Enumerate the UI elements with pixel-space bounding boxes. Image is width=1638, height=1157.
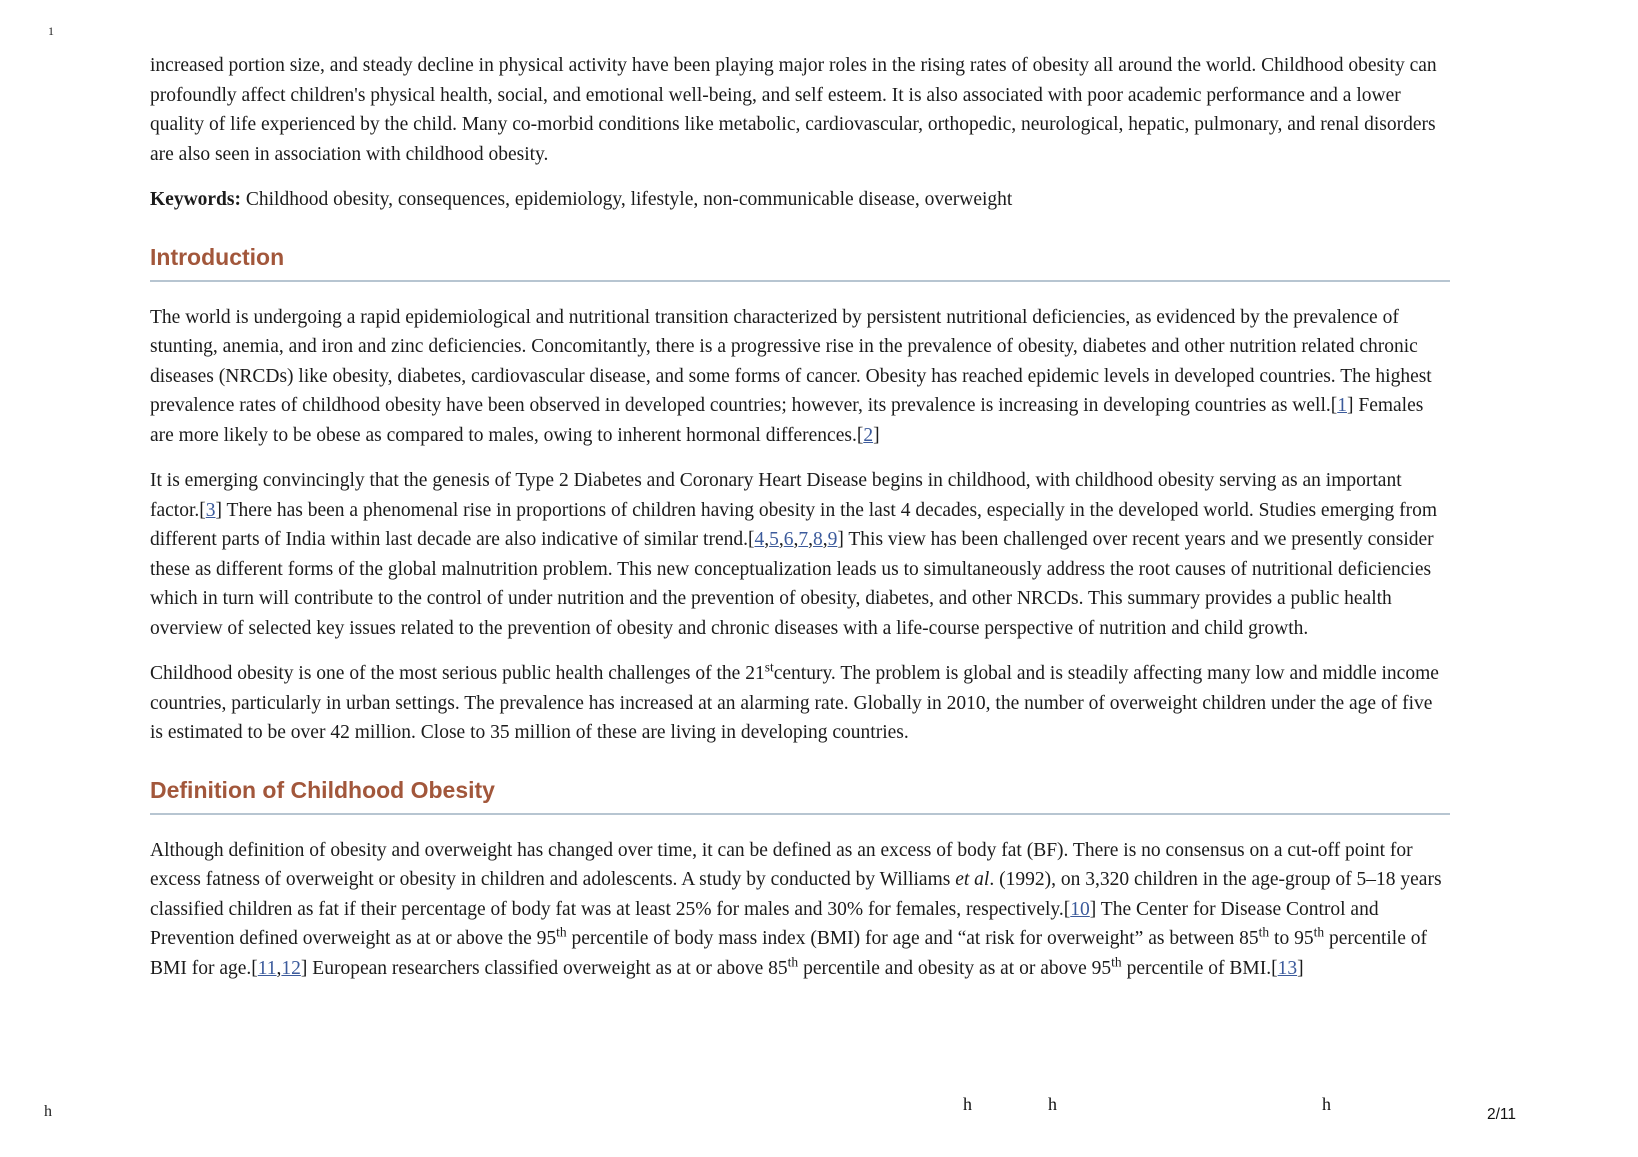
introduction-paragraph-1: [150, 303, 1450, 451]
text-run: percentile of body mass index (BMI) for age and “at risk for overweight” as between 85: [566, 928, 1259, 949]
introduction-paragraph-2: [150, 466, 1450, 643]
page-bottom-left-mark: h: [44, 1103, 52, 1120]
text-run: ]: [873, 424, 880, 446]
text-run: to 95: [1269, 928, 1314, 949]
definition-paragraph: [150, 836, 1450, 984]
introduction-heading: Introduction: [150, 244, 1450, 282]
citation-link[interactable]: 5: [769, 529, 779, 550]
citation-link[interactable]: 1: [1337, 395, 1347, 416]
text-run: The world is undergoing a rapid epidemiological and nutritional transition characterized by persistent nutritional deficiencies, as evidenced by the prevalence of stunting, anemia, and iron and zinc deficiencies. Concomitantly, there is a progressive rise in the prevalence of obesity, diabetes and other nutrition related chronic diseases (NRCDs) like obesity, diabetes, cardiovascular disease, and some forms of cancer. Obesity has reached epidemic levels in developed countries. The highest prevalence rates of childhood obesity have been observed in developed countries; however, its prevalence is increasing in developing countries as well.[: [150, 306, 1432, 416]
bold-label: Keywords:: [150, 189, 246, 210]
citation-link[interactable]: 7: [798, 529, 809, 550]
text-run: century. The problem is global and is steadily affecting many low and middle income countries, particularly in urban settings. The prevalence has increased at an alarming rate. Globally in 2010, the number of overweight children under the age of five is estimated to be over 42 million. Close to 35 million of these are living in developing countries.: [150, 663, 1439, 743]
superscript-text: th: [1313, 924, 1325, 940]
superscript-text: th: [787, 954, 799, 969]
text-run: ,: [808, 529, 813, 550]
page-number-indicator: 2/11: [1487, 1106, 1517, 1123]
text-run: ,: [822, 529, 828, 550]
citation-link[interactable]: 9: [827, 529, 838, 550]
text-run: Childhood obesity is one of the most serious public health challenges of the 21: [150, 663, 765, 684]
citation-link[interactable]: 3: [205, 499, 216, 521]
citation-link[interactable]: 2: [863, 424, 874, 446]
text-run: Childhood obesity, consequences, epidemiology, lifestyle, non-communicable disease, overweight: [245, 189, 1013, 210]
citation-link[interactable]: 8: [812, 529, 823, 550]
article-body: [150, 51, 1450, 999]
text-run: . (1992), on 3,320 children in the age-group of 5–18 years classified children as fat if their percentage of body fat was at least 25% for males and 30% for females, respectively.[: [150, 869, 1442, 920]
stray-mark-1: h: [963, 1094, 972, 1114]
superscript-text: th: [556, 924, 567, 940]
page-top-left-mark: 1: [48, 24, 54, 38]
text-run: ,: [793, 529, 799, 550]
citation-link[interactable]: 4: [754, 529, 765, 550]
italic-text: et al: [955, 869, 990, 890]
text-run: ] The Center for Disease Control and Prevention defined overweight as at or above the 95: [150, 898, 1379, 949]
citation-link[interactable]: 12: [281, 957, 301, 979]
stray-mark-3: h: [1322, 1094, 1331, 1114]
citation-link[interactable]: 11: [257, 957, 277, 979]
text-run: ] Females are more likely to be obese as compared to males, owing to inherent hormonal differences.[: [150, 395, 1424, 446]
text-run: ,: [764, 529, 770, 550]
text-run: increased portion size, and steady decline in physical activity have been playing major roles in the rising rates of obesity all around the world. Childhood obesity can profoundly affect children's physical health, social, and emotional well-being, and self esteem. It is also associated with poor academic performance and a lower quality of life experienced by the child. Many co-morbid conditions like metabolic, cardiovascular, orthopedic, neurological, hepatic, pulmonary, and renal disorders are also seen in association with childhood obesity.: [150, 55, 1437, 165]
citation-link[interactable]: 6: [783, 529, 794, 550]
citation-link[interactable]: 13: [1277, 957, 1298, 979]
keywords-paragraph: [150, 185, 1450, 215]
abstract-continued-paragraph: [150, 51, 1450, 169]
text-run: percentile and obesity as at or above 95: [798, 957, 1112, 979]
definition-heading: Definition of Childhood Obesity: [150, 777, 1450, 815]
superscript-text: th: [1111, 954, 1122, 969]
text-run: ] European researchers classified overweight as at or above 85: [300, 957, 788, 979]
superscript-text: th: [1258, 924, 1270, 940]
text-run: It is emerging convincingly that the genesis of Type 2 Diabetes and Coronary Heart Disease begins in childhood, with childhood obesity serving as an important factor.[: [150, 470, 1402, 521]
text-run: Although definition of obesity and overweight has changed over time, it can be defined as an excess of body fat (BF). There is no consensus on a cut-off point for excess fatness of overweight or obesity in children and adolescents. A study by conducted by Williams: [150, 839, 1413, 890]
text-run: percentile of BMI for age.[: [150, 928, 1427, 979]
text-run: ,: [276, 957, 282, 979]
superscript-text: st: [764, 659, 774, 675]
text-run: percentile of BMI.[: [1121, 957, 1278, 979]
stray-mark-2: h: [1048, 1094, 1057, 1114]
text-run: ]: [1297, 957, 1304, 979]
text-run: ,: [778, 529, 784, 550]
introduction-paragraph-3: [150, 659, 1450, 748]
text-run: ] This view has been challenged over recent years and we presently consider these as different forms of the global malnutrition problem. This new conceptualization leads us to simultaneously address the root causes of nutritional deficiencies which in turn will contribute to the control of under nutrition and the prevention of obesity, diabetes, and other NRCDs. This summary provides a public health overview of selected key issues related to the prevention of obesity and chronic diseases with a life-course perspective of nutrition and child growth.: [150, 529, 1434, 639]
citation-link[interactable]: 10: [1070, 898, 1090, 920]
text-run: ] There has been a phenomenal rise in proportions of children having obesity in the last 4 decades, especially in the developed world. Studies emerging from different parts of India within last decade are also indicative of similar trend.[: [150, 499, 1437, 550]
